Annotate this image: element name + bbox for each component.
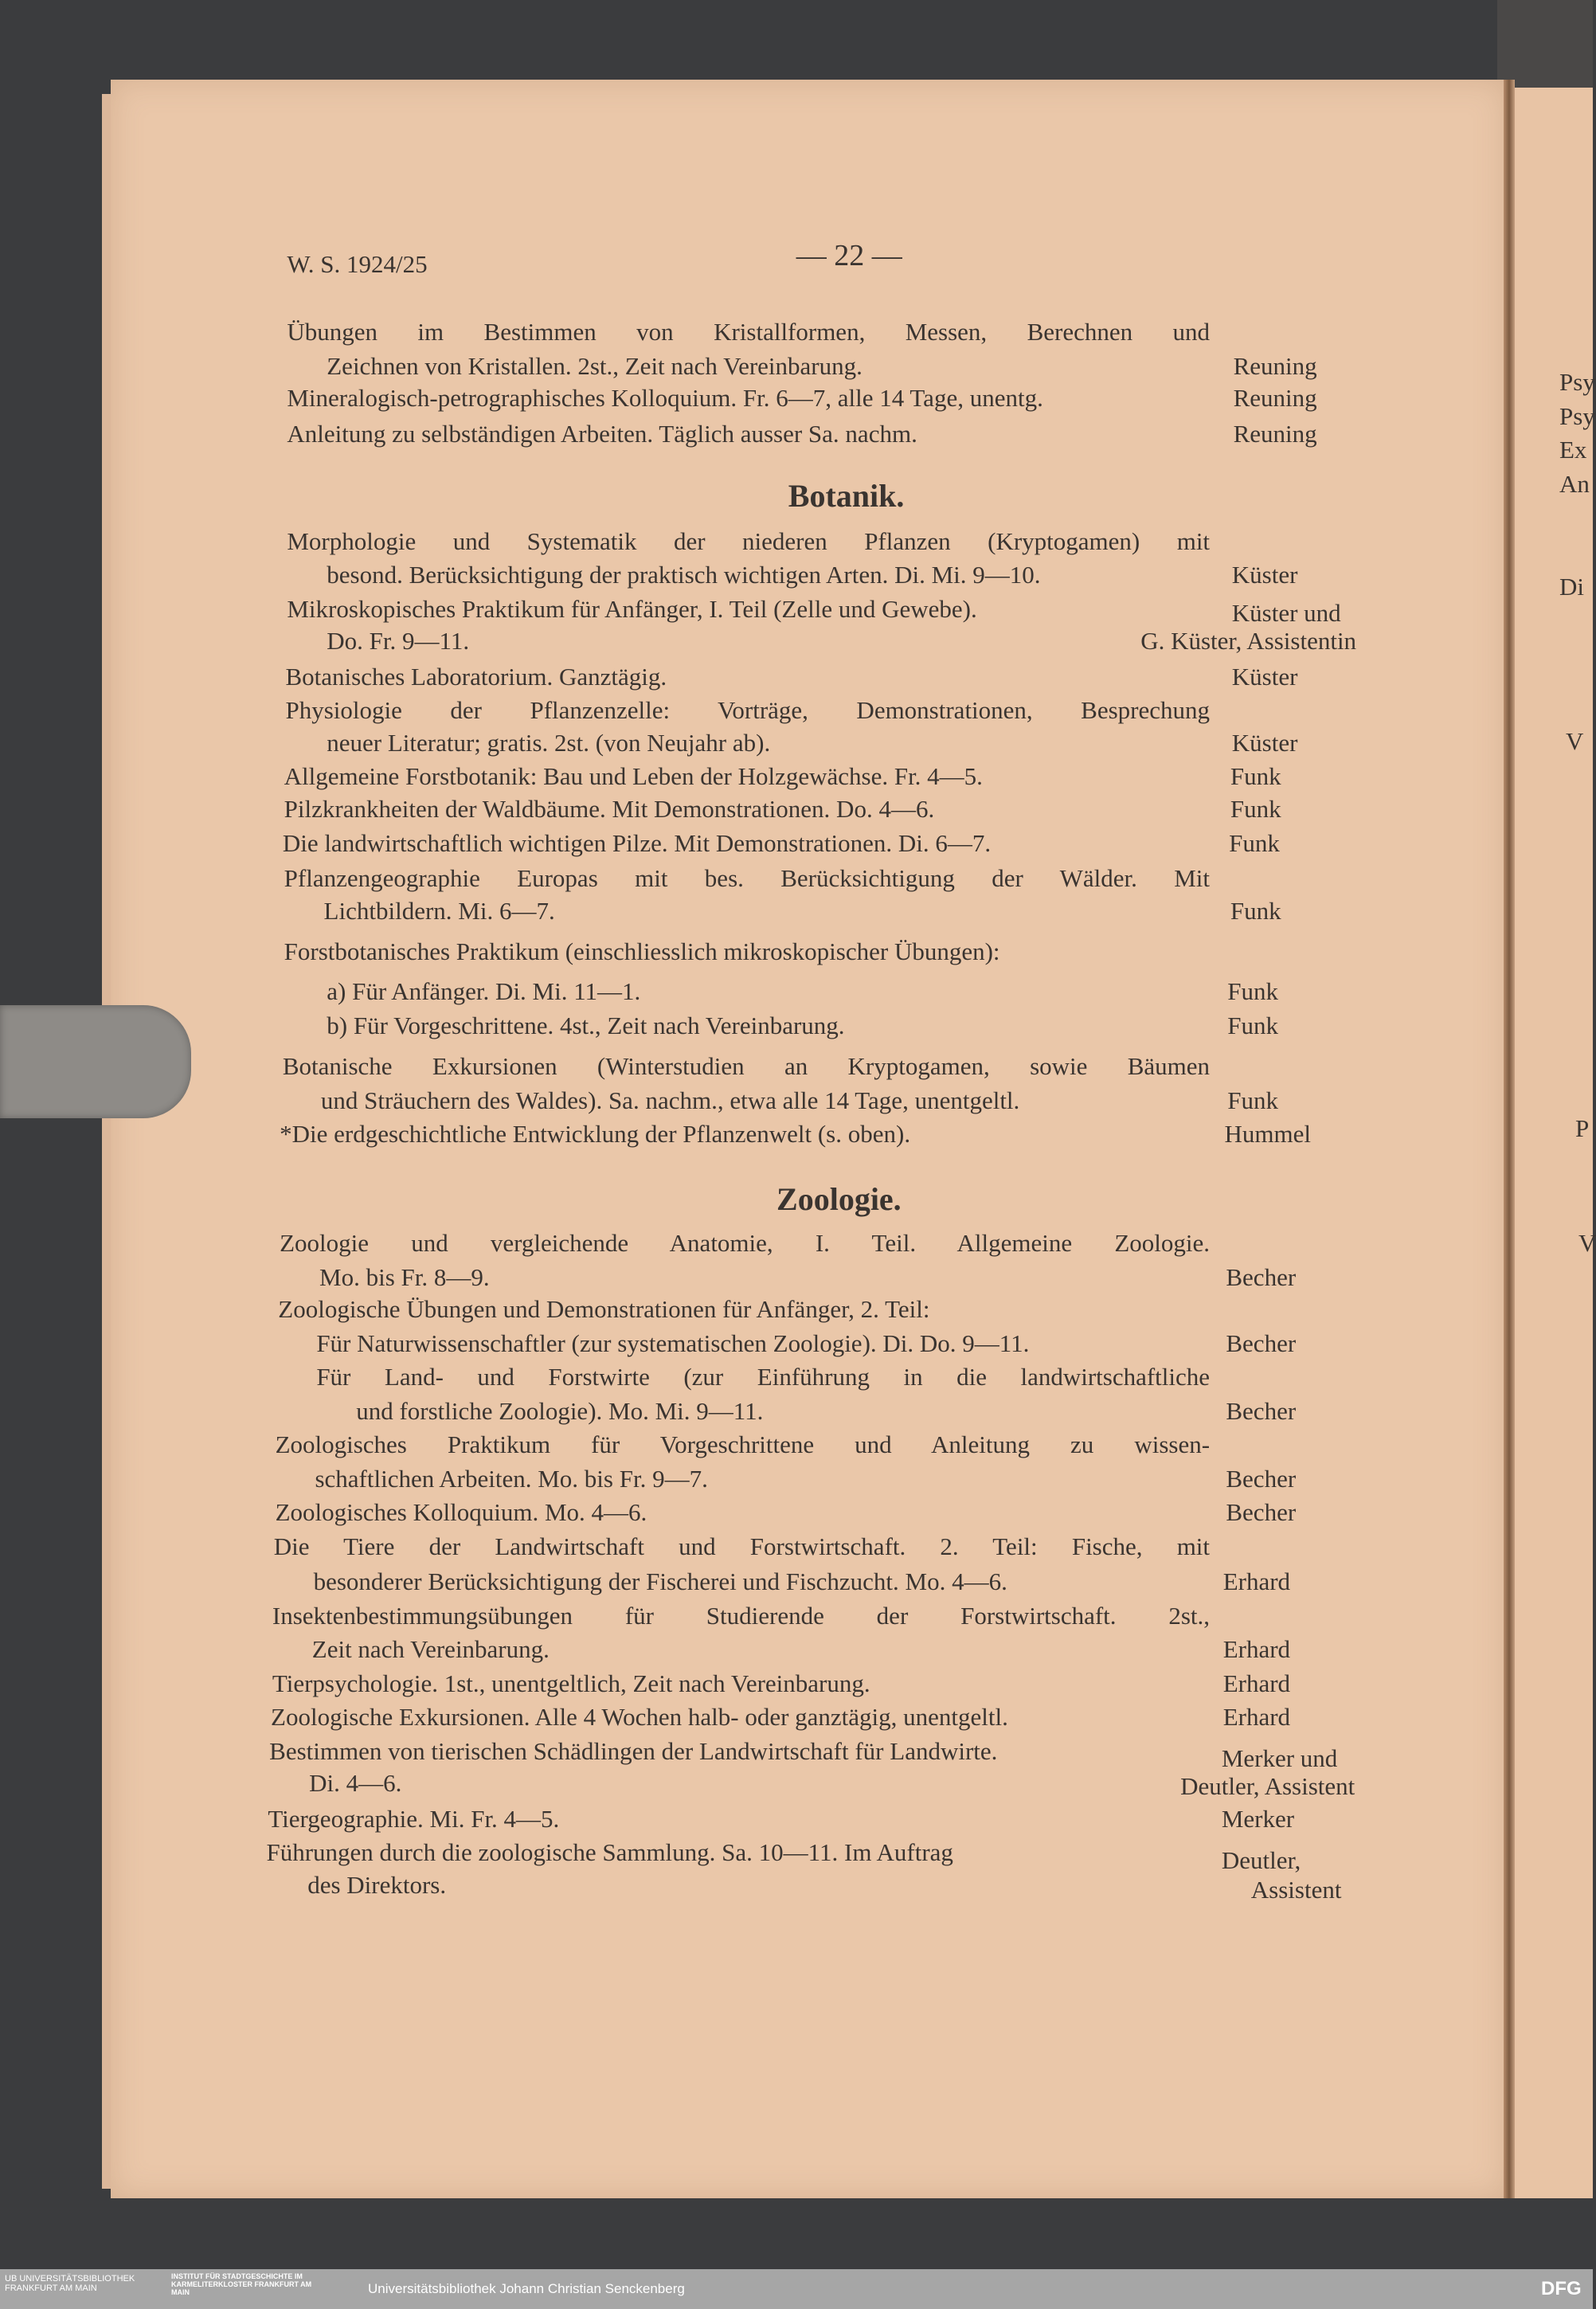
- course-line: schaftlichen Arbeiten. Mo. bis Fr. 9—7.: [315, 1464, 708, 1493]
- lecturer: Funk: [1227, 1086, 1278, 1114]
- course-line: Pflanzengeographie Europas mit bes. Berücksichtigung der Wälder. Mit: [284, 863, 1211, 892]
- lecturer: Merker: [1221, 1804, 1295, 1833]
- course-line: Morphologie und Systematik der niederen Pflanzen (Kryptogamen) mit: [287, 526, 1211, 555]
- lecturer: Reuning: [1233, 419, 1317, 448]
- lecturer: Erhard: [1222, 1567, 1291, 1596]
- lecturer: Funk: [1230, 896, 1281, 925]
- course-line: Botanisches Laboratorium. Ganztägig.: [285, 662, 667, 691]
- institut-logo: INSTITUT FÜR STADTGESCHICHTE IM KARMELITERKLOSTER FRANKFURT AM MAIN: [171, 2272, 312, 2296]
- facing-page-text: V: [1578, 1229, 1596, 1258]
- course-line: Tierpsychologie. 1st., unentgeltlich, Zeit nach Vereinbarung.: [272, 1669, 870, 1697]
- lecturer: Funk: [1230, 762, 1281, 791]
- lecturer: Küster: [1231, 561, 1298, 589]
- facing-page-text: Psy: [1559, 368, 1595, 396]
- course-line: neuer Literatur; gratis. 2st. (von Neujahr ab).: [327, 728, 771, 757]
- course-line: und forstliche Zoologie). Mo. Mi. 9—11.: [356, 1396, 764, 1425]
- section-heading-botanik: Botanik.: [788, 477, 905, 514]
- lecturer: Hummel: [1224, 1120, 1312, 1149]
- lecturer: Merker und: [1221, 1744, 1338, 1773]
- lecturer: Reuning: [1233, 384, 1317, 413]
- page-number: — 22 —: [796, 239, 902, 273]
- book-spine: [1504, 80, 1515, 2198]
- lecturer: Assistent: [1250, 1875, 1342, 1904]
- course-line: Mikroskopisches Praktikum für Anfänger, I. Teil (Zelle und Gewebe).: [287, 594, 977, 623]
- course-line: Pilzkrankheiten der Waldbäume. Mit Demonstrationen. Do. 4—6.: [284, 795, 935, 824]
- course-line: b) Für Vorgeschrittene. 4st., Zeit nach Vereinbarung.: [327, 1011, 845, 1039]
- dfg-logo: DFG: [1541, 2278, 1582, 2299]
- lecturer: G. Küster, Assistentin: [1140, 627, 1357, 656]
- lecturer: Erhard: [1222, 1669, 1291, 1697]
- course-line: Botanische Exkursionen (Winterstudien an Kryptogamen, sowie Bäumen: [282, 1052, 1211, 1081]
- course-line: Die Tiere der Landwirtschaft und Forstwirtschaft. 2. Teil: Fische, mit: [273, 1532, 1211, 1560]
- lecturer: Küster und: [1231, 599, 1341, 628]
- facing-page-text: Ex: [1559, 436, 1587, 464]
- course-line: Zoologisches Kolloquium. Mo. 4—6.: [275, 1498, 647, 1527]
- lecturer: Erhard: [1222, 1635, 1291, 1664]
- lecturer: Funk: [1229, 828, 1280, 857]
- course-line: Bestimmen von tierischen Schädlingen der Landwirtschaft für Landwirte.: [269, 1736, 998, 1765]
- course-line: Zoologie und vergleichende Anatomie, I. Teil. Allgemeine Zoologie.: [280, 1229, 1211, 1258]
- course-line: Allgemeine Forstbotanik: Bau und Leben der Holzgewächse. Fr. 4—5.: [284, 762, 983, 791]
- course-line: besond. Berücksichtigung der praktisch wichtigen Arten. Di. Mi. 9—10.: [327, 561, 1041, 589]
- course-line: Führungen durch die zoologische Sammlung. Sa. 10—11. Im Auftrag: [266, 1838, 953, 1867]
- course-line: Zoologisches Praktikum für Vorgeschrittene und Anleitung zu wissen-: [275, 1430, 1211, 1459]
- course-line: Insektenbestimmungsübungen für Studierende der Forstwirtschaft. 2st.,: [272, 1601, 1211, 1630]
- lecturer: Deutler, Assistent: [1180, 1772, 1355, 1801]
- course-line: a) Für Anfänger. Di. Mi. 11—1.: [327, 977, 641, 1006]
- course-line: und Sträuchern des Waldes). Sa. nachm., etwa alle 14 Tage, unentgeltl.: [320, 1086, 1020, 1114]
- course-line: *Die erdgeschichtliche Entwicklung der Pflanzenwelt (s. oben).: [280, 1120, 911, 1149]
- library-name: Universitätsbibliothek Johann Christian Senckenberg: [368, 2281, 685, 2296]
- course-line: Di. 4—6.: [309, 1769, 402, 1798]
- bookmark-tab: [0, 1005, 191, 1118]
- semester-label: W. S. 1924/25: [287, 250, 428, 279]
- lecturer: Becher: [1226, 1396, 1297, 1425]
- course-line: Mo. bis Fr. 8—9.: [319, 1262, 490, 1291]
- course-line: Forstbotanisches Praktikum (einschliesslich mikroskopischer Übungen):: [284, 937, 1000, 966]
- lecturer: Funk: [1227, 1011, 1278, 1039]
- course-line: Physiologie der Pflanzenzelle: Vorträge, Demonstrationen, Besprechung: [285, 696, 1211, 725]
- lecturer: Becher: [1226, 1329, 1297, 1357]
- lecturer: Becher: [1226, 1262, 1297, 1291]
- course-line: Do. Fr. 9—11.: [327, 627, 470, 656]
- course-line: Zoologische Übungen und Demonstrationen für Anfänger, 2. Teil:: [278, 1295, 930, 1324]
- ub-logo: UB UNIVERSITÄTSBIBLIOTHEK FRANKFURT AM MAIN: [5, 2274, 135, 2293]
- lecturer: Becher: [1226, 1464, 1297, 1493]
- course-line: Lichtbildern. Mi. 6—7.: [323, 896, 555, 925]
- facing-page-text: P: [1575, 1113, 1590, 1142]
- lecturer: Küster: [1231, 662, 1298, 691]
- course-line: Tiergeographie. Mi. Fr. 4—5.: [268, 1804, 560, 1833]
- course-line: Die landwirtschaftlich wichtigen Pilze. Mit Demonstrationen. Di. 6—7.: [282, 828, 992, 857]
- lecturer: Erhard: [1222, 1703, 1291, 1732]
- lecturer: Becher: [1226, 1498, 1297, 1527]
- course-line: besonderer Berücksichtigung der Fischerei und Fischzucht. Mo. 4—6.: [313, 1567, 1007, 1596]
- course-line: Zeit nach Vereinbarung.: [311, 1635, 550, 1664]
- facing-page-text: Di: [1559, 572, 1584, 601]
- footer-bar: [0, 2269, 1593, 2309]
- lecturer: Funk: [1230, 795, 1281, 824]
- course-line: Übungen im Bestimmen von Kristallformen, Messen, Berechnen und: [287, 318, 1211, 346]
- background-strip: [1497, 0, 1593, 88]
- facing-page-text: An: [1559, 469, 1590, 498]
- section-heading-zoologie: Zoologie.: [776, 1181, 902, 1218]
- course-line: Zeichnen von Kristallen. 2st., Zeit nach Vereinbarung.: [327, 351, 863, 380]
- facing-page-text: Psy: [1559, 401, 1595, 430]
- lecturer: Deutler,: [1221, 1845, 1301, 1874]
- course-line: Zoologische Exkursionen. Alle 4 Wochen halb- oder ganztägig, unentgeltl.: [271, 1703, 1008, 1732]
- course-line: Für Land- und Forstwirte (zur Einführung in die landwirtschaftliche: [316, 1363, 1211, 1391]
- facing-page-text: V: [1566, 726, 1584, 755]
- lecturer: Küster: [1231, 728, 1298, 757]
- course-line: Mineralogisch-petrographisches Kolloquium. Fr. 6—7, alle 14 Tage, unentg.: [287, 384, 1043, 413]
- course-line: des Direktors.: [307, 1870, 447, 1899]
- course-line: Anleitung zu selbständigen Arbeiten. Täglich ausser Sa. nachm.: [287, 419, 917, 448]
- course-line: Für Naturwissenschaftler (zur systematischen Zoologie). Di. Do. 9—11.: [316, 1329, 1030, 1357]
- lecturer: Reuning: [1233, 351, 1317, 380]
- lecturer: Funk: [1227, 977, 1278, 1006]
